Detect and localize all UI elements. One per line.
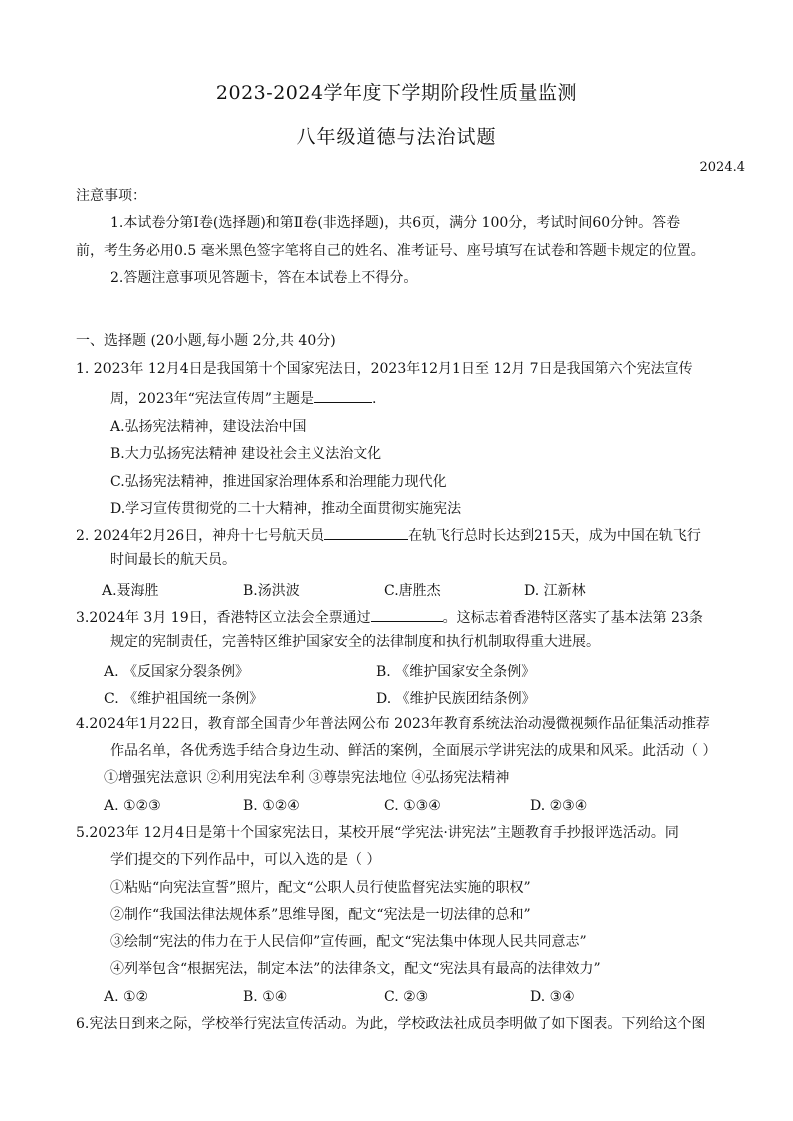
q4-option-d: D. ②③④ [530, 798, 588, 814]
q3-option-c: C. 《维护祖国统一条例》 [104, 691, 264, 707]
q3-option-a: A. 《反国家分裂条例》 [104, 664, 250, 680]
q5-option-b: B. ①④ [243, 989, 288, 1005]
q3-option-d: D. 《维护民族团结条例》 [376, 691, 536, 707]
q4-statements: ①增强宪法意识 ②利用宪法牟利 ③尊崇宪法地位 ④弘扬宪法精神 [104, 770, 510, 786]
q5-statement-2: ②制作“我国法律法规体系”思维导图，配文“宪法是一切法律的总和” [110, 907, 531, 923]
q1-option-a: A.弘扬宪法精神，建设法治中国 [110, 419, 307, 435]
q5-statement-1: ①粘贴“向宪法宣誓”照片，配文“公职人员行使监督宪法实施的职权” [110, 880, 531, 896]
answer-blank [371, 607, 443, 622]
notice-item-1-line-1: 1.本试卷分第Ⅰ卷(选择题)和第Ⅱ卷(非选择题)，共6页，满分 100分，考试时间60分钟。答卷 [110, 215, 681, 231]
q6-line-1: 6.宪法日到来之际，学校举行宪法宣传活动。为此，学校政法社成员李明做了如下图表。下列给这个图 [76, 1016, 706, 1032]
exam-subtitle: 八年级道德与法治试题 [296, 126, 497, 148]
q3-line-2: 规定的宪制责任，完善特区维护国家安全的法律制度和执行机制取得重大进展。 [110, 634, 600, 650]
q5-statement-3: ③绘制“宪法的伟力在于人民信仰”宣传画，配文“宪法集中体现人民共同意志” [110, 934, 587, 950]
q5-option-a: A. ①② [104, 989, 149, 1005]
q2-line-2: 时间最长的航天员。 [110, 552, 236, 568]
q1-option-b: B.大力弘扬宪法精神 建设社会主义法治文化 [110, 446, 382, 462]
q2-option-c: C.唐胜杰 [384, 583, 441, 599]
q5-statement-4: ④列举包含“根据宪法，制定本法”的法律条文，配文“宪法具有最高的法律效力” [110, 961, 601, 977]
q3-option-b: B. 《维护国家安全条例》 [376, 664, 536, 680]
q4-option-a: A. ①②③ [104, 798, 161, 814]
q3-stem-a: 3.2024年 3月 19日，香港特区立法会全票通过 [76, 610, 371, 626]
q3-line-1 [76, 607, 703, 627]
notice-heading: 注意事项： [76, 188, 146, 204]
q2-stem-b: 在轨飞行总时长达到215天，成为中国在轨飞行 [408, 528, 701, 544]
q1-line-2 [110, 388, 376, 408]
q4-line-2: 作品名单，各优秀选手结合身边生动、鲜活的案例，全面展示学讲宪法的成果和风采。此活动（ ） [110, 743, 717, 759]
q4-option-c: C. ①③④ [384, 798, 441, 814]
q4-option-b: B. ①②④ [243, 798, 300, 814]
q1-stem: 周，2023年“宪法宣传周”主题是 [110, 391, 314, 407]
q1-line-1: 1. 2023年 12月4日是我国第十个国家宪法日，2023年12月1日至 12月 7日是我国第六个宪法宣传 [76, 361, 693, 377]
answer-blank [324, 525, 408, 540]
section-heading: 一、选择题 (20小题,每小题 2分,共 40分) [76, 333, 336, 349]
q2-option-d: D. 江新林 [524, 583, 586, 599]
q2-stem-a: 2. 2024年2月26日，神舟十七号航天员 [76, 528, 325, 544]
q3-stem-b: 。这标志着香港特区落实了基本法第 23条 [442, 610, 703, 626]
q2-line-1 [76, 525, 701, 545]
q1-stem-end: . [371, 391, 377, 407]
notice-item-2: 2.答题注意事项见答题卡，答在本试卷上不得分。 [110, 270, 418, 286]
q1-option-d: D.学习宣传贯彻党的二十大精神，推动全面贯彻实施宪法 [110, 501, 462, 517]
q1-option-c: C.弘扬宪法精神，推进国家治理体系和治理能力现代化 [110, 474, 447, 490]
q2-option-b: B.汤洪波 [243, 583, 300, 599]
q5-line-1: 5.2023年 12月4日是第十个国家宪法日，某校开展“学宪法·讲宪法”主题教育手抄报评选活动。同 [76, 825, 679, 841]
exam-title: 2023-2024学年度下学期阶段性质量监测 [215, 82, 578, 104]
q5-line-2: 学们提交的下列作品中，可以入选的是（ ） [110, 852, 381, 868]
notice-item-1-line-2: 前，考生务必用0.5 毫米黑色签字笔将自己的姓名、准考证号、座号填写在试卷和答题卡规定的位置。 [76, 243, 705, 259]
q5-option-d: D. ③④ [530, 989, 575, 1005]
q2-option-a: A.聂海胜 [102, 583, 159, 599]
answer-blank [314, 388, 372, 403]
q4-line-1: 4.2024年1月22日，教育部全国青少年普法网公布 2023年教育系统法治动漫微视频作品征集活动推荐 [76, 716, 710, 732]
q5-option-c: C. ②③ [384, 989, 429, 1005]
exam-date: 2024.4 [699, 160, 745, 175]
